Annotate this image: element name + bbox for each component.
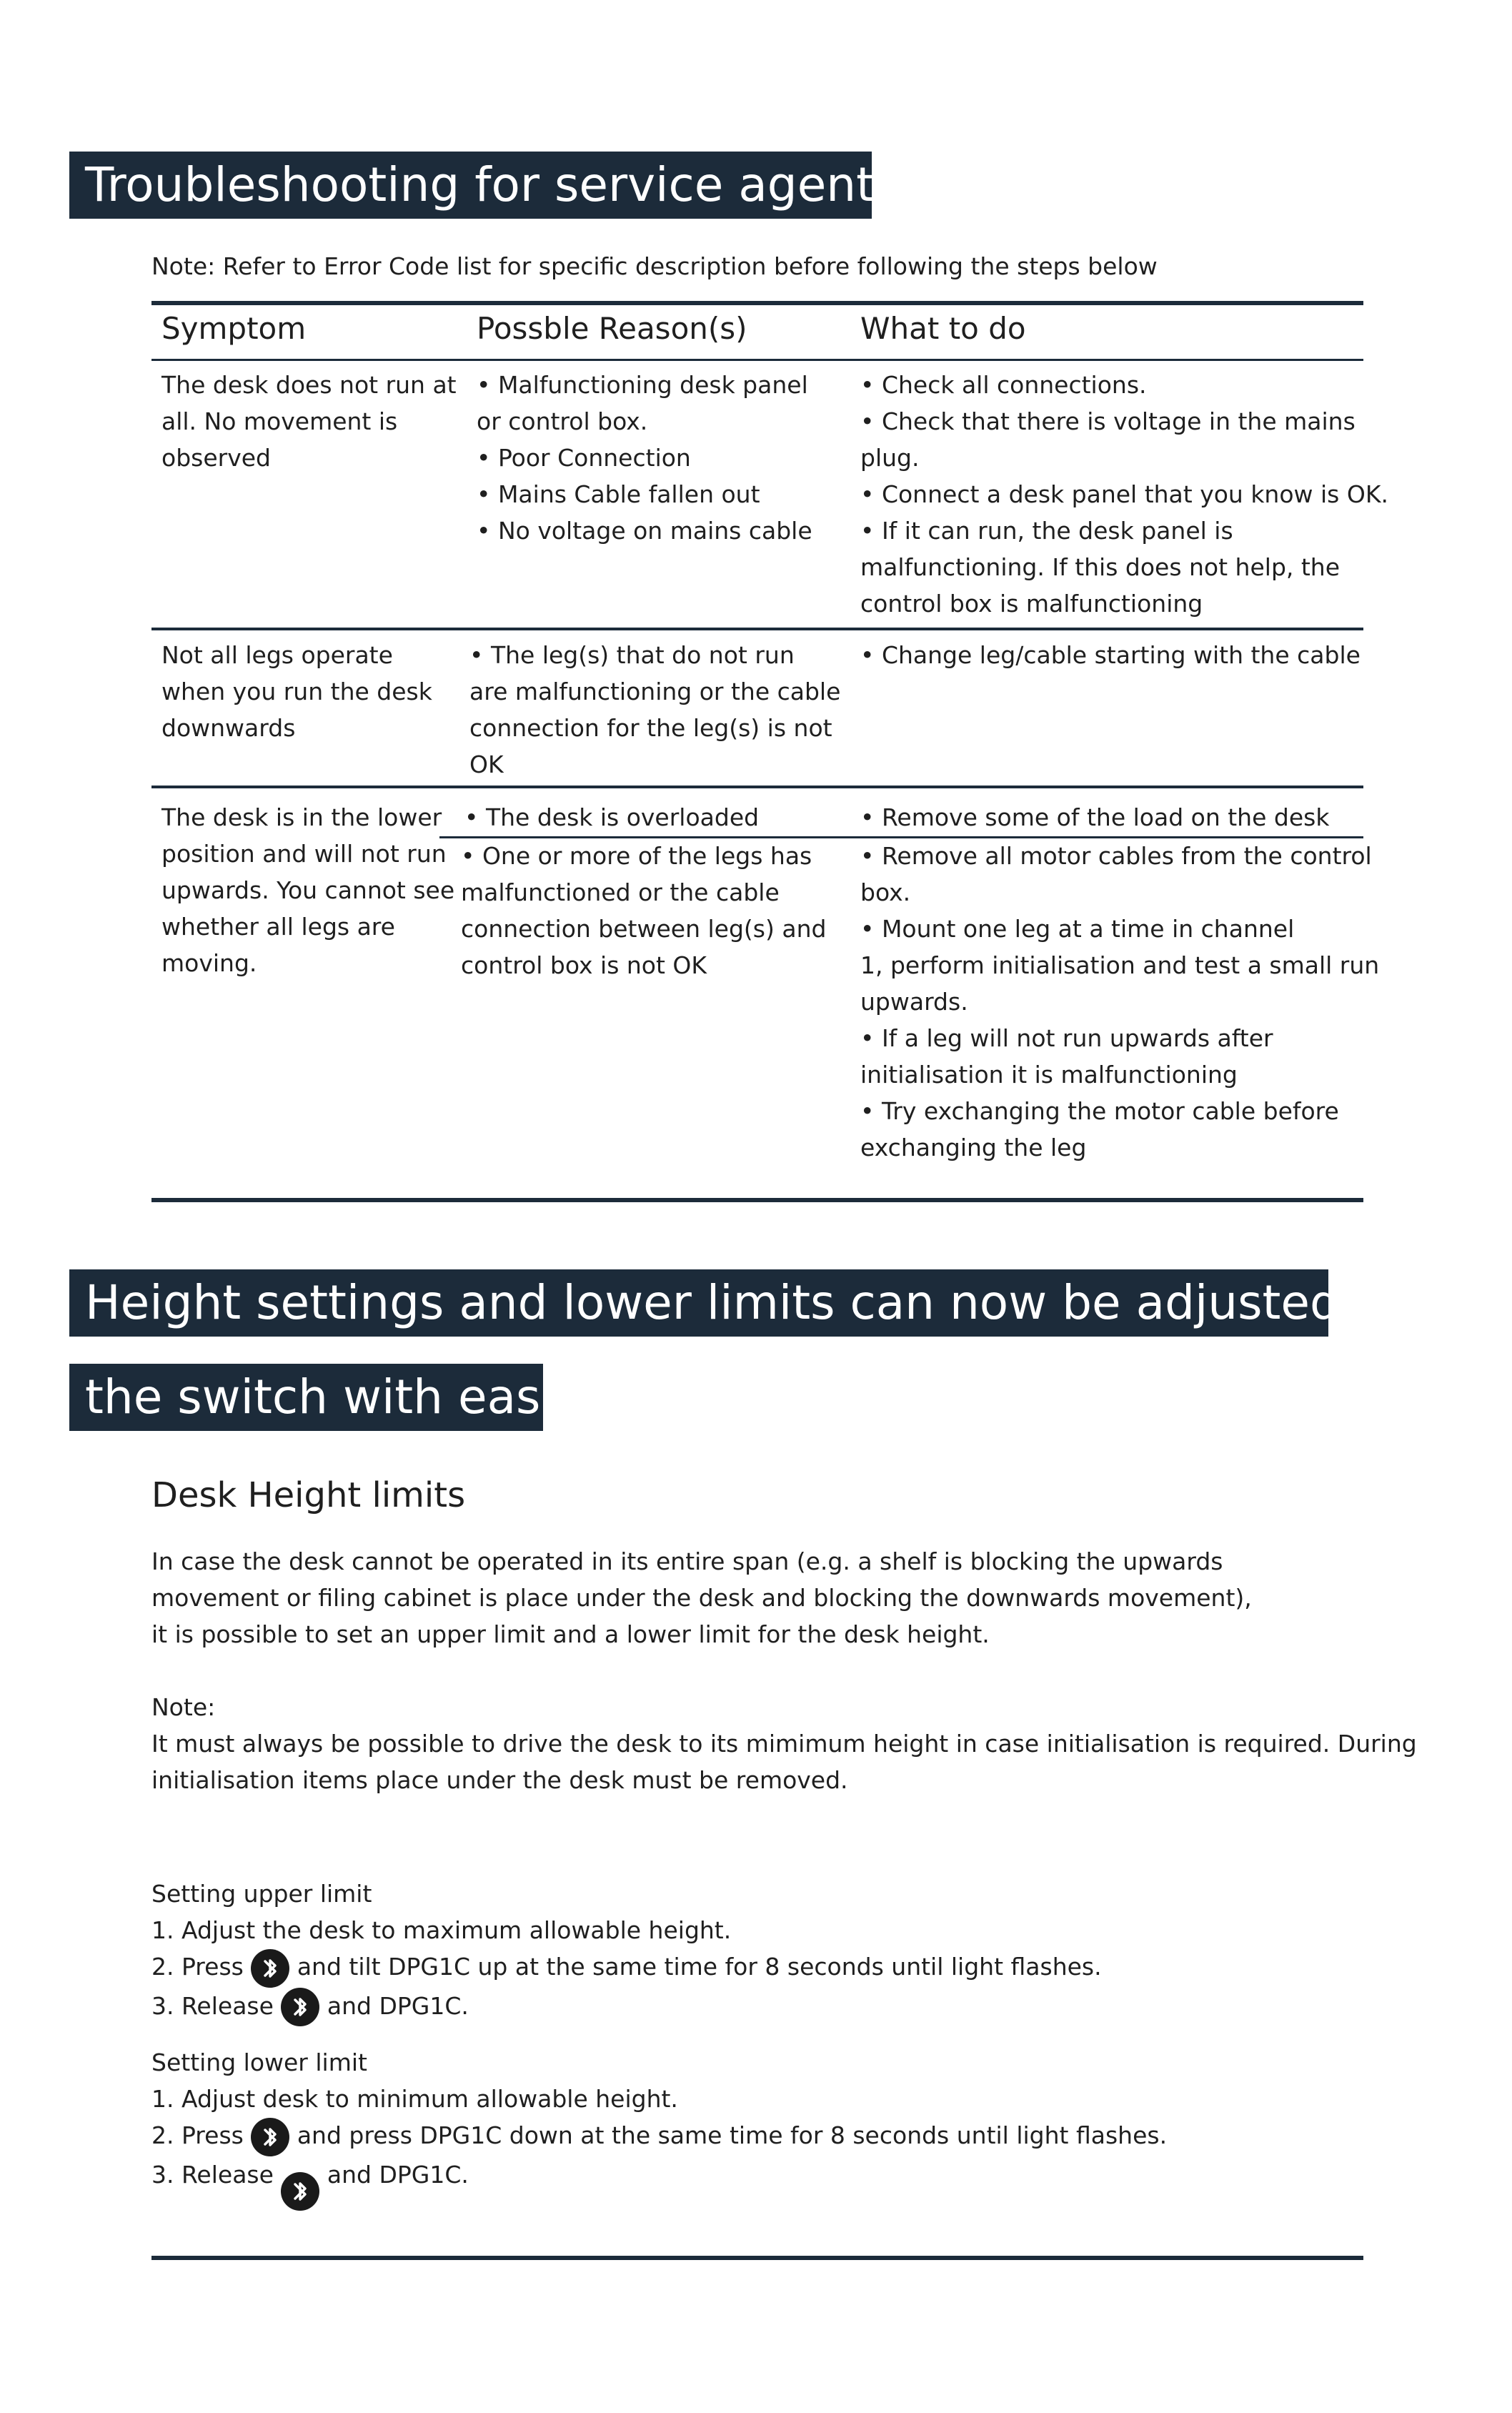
row2-reasons: • The leg(s) that do not run are malfunctioning or the cable connection for the leg(s) is not OK [469, 641, 841, 778]
intro-paragraph: In case the desk cannot be operated in its entire span (e.g. a shelf is blocking the upwards movement or filing cabinet is place under the desk and blocking the downwards movement), it is possible to set an upper limit and a lower limit for the desk height. [151, 1547, 1252, 1648]
upper-limit-block: Setting upper limit 1. Adjust the desk to maximum allowable height. 2. Press and tilt DPG1C up at the same time for 8 seconds until light flashes. 3. Release and DPG1C. [151, 1876, 1102, 2026]
bluetooth-icon [281, 1988, 319, 2026]
row1-actions: • Check all connections. • Check that there is voltage in the mains plug. • Connect a desk panel that you know is OK. • If it can run, the desk panel is malfunctioning. If this does not help, the control box is malfunctioning [860, 371, 1388, 618]
section2-bottom-rule [151, 2256, 1363, 2260]
header-what-to-do: What to do [860, 311, 1026, 346]
note-error-code: Note: Refer to Error Code list for specific description before following the steps below [151, 252, 1158, 280]
note-block: Note: It must always be possible to drive the desk to its mimimum height in case initialisation is required. During initialisation items place under the desk must be removed. [151, 1693, 1417, 1794]
row3-symptom: The desk is in the lower position and will not run upwards. You cannot see whether all legs are moving. [161, 803, 455, 977]
row3-actions-b: • Remove all motor cables from the control box. • Mount one leg at a time in channel 1, perform initialisation and test a small run upwards. • If a leg will not run upwards after initialisation it is malfunctioning • Try exchanging the motor cable before exchanging the leg [860, 842, 1380, 1161]
row1-rule [151, 628, 1363, 630]
section-title-troubleshooting: Troubleshooting for service agent [69, 152, 872, 219]
section-title-height-line1: Height settings and lower limits can now be adjusted via [69, 1269, 1328, 1337]
row3-actions-a: • Remove some of the load on the desk [860, 803, 1330, 831]
bluetooth-icon [251, 1949, 289, 1988]
header-symptom: Symptom [161, 311, 307, 346]
section-title-height-line2: the switch with ease [69, 1364, 543, 1431]
row3-reasons-b: • One or more of the legs has malfunctioned or the cable connection between leg(s) and control box is not OK [461, 842, 827, 979]
row2-actions: • Change leg/cable starting with the cable [860, 641, 1361, 669]
row1-reasons: • Malfunctioning desk panel or control box. • Poor Connection • Mains Cable fallen out • No voltage on mains cable [477, 371, 812, 545]
lower-limit-block: Setting lower limit 1. Adjust desk to minimum allowable height. 2. Press and press DPG1C down at the same time for 8 seconds until light flashes. 3. Release and DPG1C. [151, 2044, 1167, 2195]
bluetooth-icon [251, 2118, 289, 2156]
bluetooth-icon [281, 2172, 319, 2211]
row2-rule [151, 786, 1363, 788]
row2-symptom: Not all legs operate when you run the desk downwards [161, 641, 432, 742]
row3-reasons-a: • The desk is overloaded [464, 803, 760, 831]
row1-symptom: The desk does not run at all. No movement is observed [161, 371, 457, 472]
header-rule [151, 359, 1363, 361]
table-top-rule [151, 301, 1363, 305]
table-bottom-rule [151, 1198, 1363, 1202]
subtitle-desk-height-limits: Desk Height limits [151, 1475, 466, 1515]
header-reasons: Possble Reason(s) [477, 311, 747, 346]
